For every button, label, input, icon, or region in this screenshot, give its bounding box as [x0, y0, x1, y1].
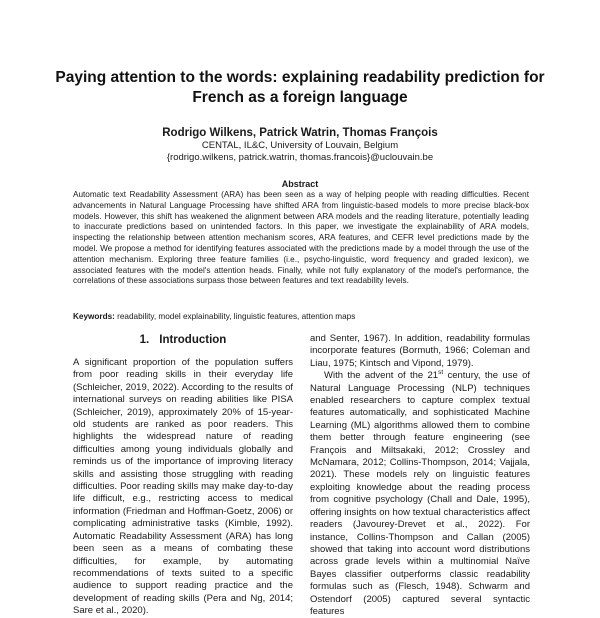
left-column — [73, 357, 293, 618]
abstract-heading: Abstract — [281, 179, 319, 189]
intro-paragraph-1: A significant proportion of the population suffers from poor reading skills in their everyday life (Schleicher, 2019, 2022). According to the results of international surveys on reading abilities like PISA (Schleicher, 2019), approximately 20% of 15-year-old students are ranked as poor readers. This highlights the widespread nature of reading difficulties among young individuals globally and reminds us of the importance of improving literacy skills and assisting those struggling with reading difficulties. Poor reading skills may make day-to-day life difficult, e.g., restricting access to medical information (Friedman and Hoffman-Goetz, 2006) or complicating administrative tasks (Kimble, 1992). Automatic Readability Assessment (ARA) has long been seen as a means of combating these difficulties, for example, by automating recommendations of texts suited to a specific audience to support reading practice and the development of reading skills (Pera and Ng, 2014; Sare et al., 2020). — [73, 357, 293, 617]
paper-title — [40, 68, 560, 108]
section-number: 1. — [139, 334, 150, 346]
right-column — [310, 333, 530, 618]
section-title: Introduction — [159, 334, 227, 346]
title-line-2: French as a foreign language — [192, 89, 408, 106]
intro-paragraph-2 — [310, 370, 530, 618]
para2-superscript: st — [438, 369, 444, 377]
author-emails: {rodrigo.wilkens, patrick.watrin, thomas.francois}@uclouvain.be — [166, 152, 434, 163]
affiliation: CENTAL, IL&C, University of Louvain, Belgium — [201, 140, 399, 151]
intro-paragraph-continued: and Senter, 1967). In addition, readability formulas incorporate features (Bormuth, 1966; Coleman and Liau, 1975; Kintsch and Vipond, 1979). — [310, 333, 530, 369]
keywords-label: Keywords: — [73, 312, 115, 321]
abstract-text: Automatic text Readability Assessment (ARA) has been seen as a way of helping people with reading difficulties. Recent advancements in Natural Language Processing have shifted ARA from linguistic-based models to more precise black-box models. However, this shift has weakened the alignment between ARA models and the reading literature, potentially leading to inaccurate predictions based on unintended factors. In this paper, we investigate the explainability of ARA models, inspecting the relationship between attention mechanism scores, ARA features, and CEFR level predictions made by the model. We propose a method for identifying features associated with the predictions made by a model through the use of the attention mechanism. Exploring three feature families (i.e., psycho-linguistic, word frequency and graded lexicon), we associated features with the model's attention heads. Finally, while not fully explanatory of the model's performance, the correlations of these associations surpass those between features and text readability levels. — [73, 190, 529, 286]
title-line-1: Paying attention to the words: explaining readability prediction for — [55, 69, 545, 86]
keywords — [73, 311, 529, 322]
keywords-text: readability, model explainability, linguistic features, attention maps — [117, 312, 356, 321]
section-heading-introduction — [73, 333, 293, 347]
para2-start: With the advent of the 21 — [324, 370, 439, 382]
para2-rest: century, the use of Natural Language Processing (NLP) techniques enabled researchers to capture complex textual features automatically, and sophisticated Machine Learning (ML) algorithms allowed them to combine them better through feature engineering (see François and Miltsakaki, 2012; Crossley and McNamara, 2012; Collins-Thompson, 2014; Vajjala, 2021). These models rely on linguistic features exploiting knowledge about the reading process from cognitive psychology (Chall and Dale, 1995), offering insights on how textual characteristics affect readers (Javourey-Drevet et al., 2022). For instance, Collins-Thompson and Callan (2005) showed that taking into account word distributions across grade levels within a multinomial Naïve Bayes classifier outperforms classic readability formulas such as (Flesch, 1948). Schwarm and Ostendorf (2005) captured several syntactic features — [310, 370, 530, 617]
author-list: Rodrigo Wilkens, Patrick Watrin, Thomas François — [162, 127, 438, 139]
